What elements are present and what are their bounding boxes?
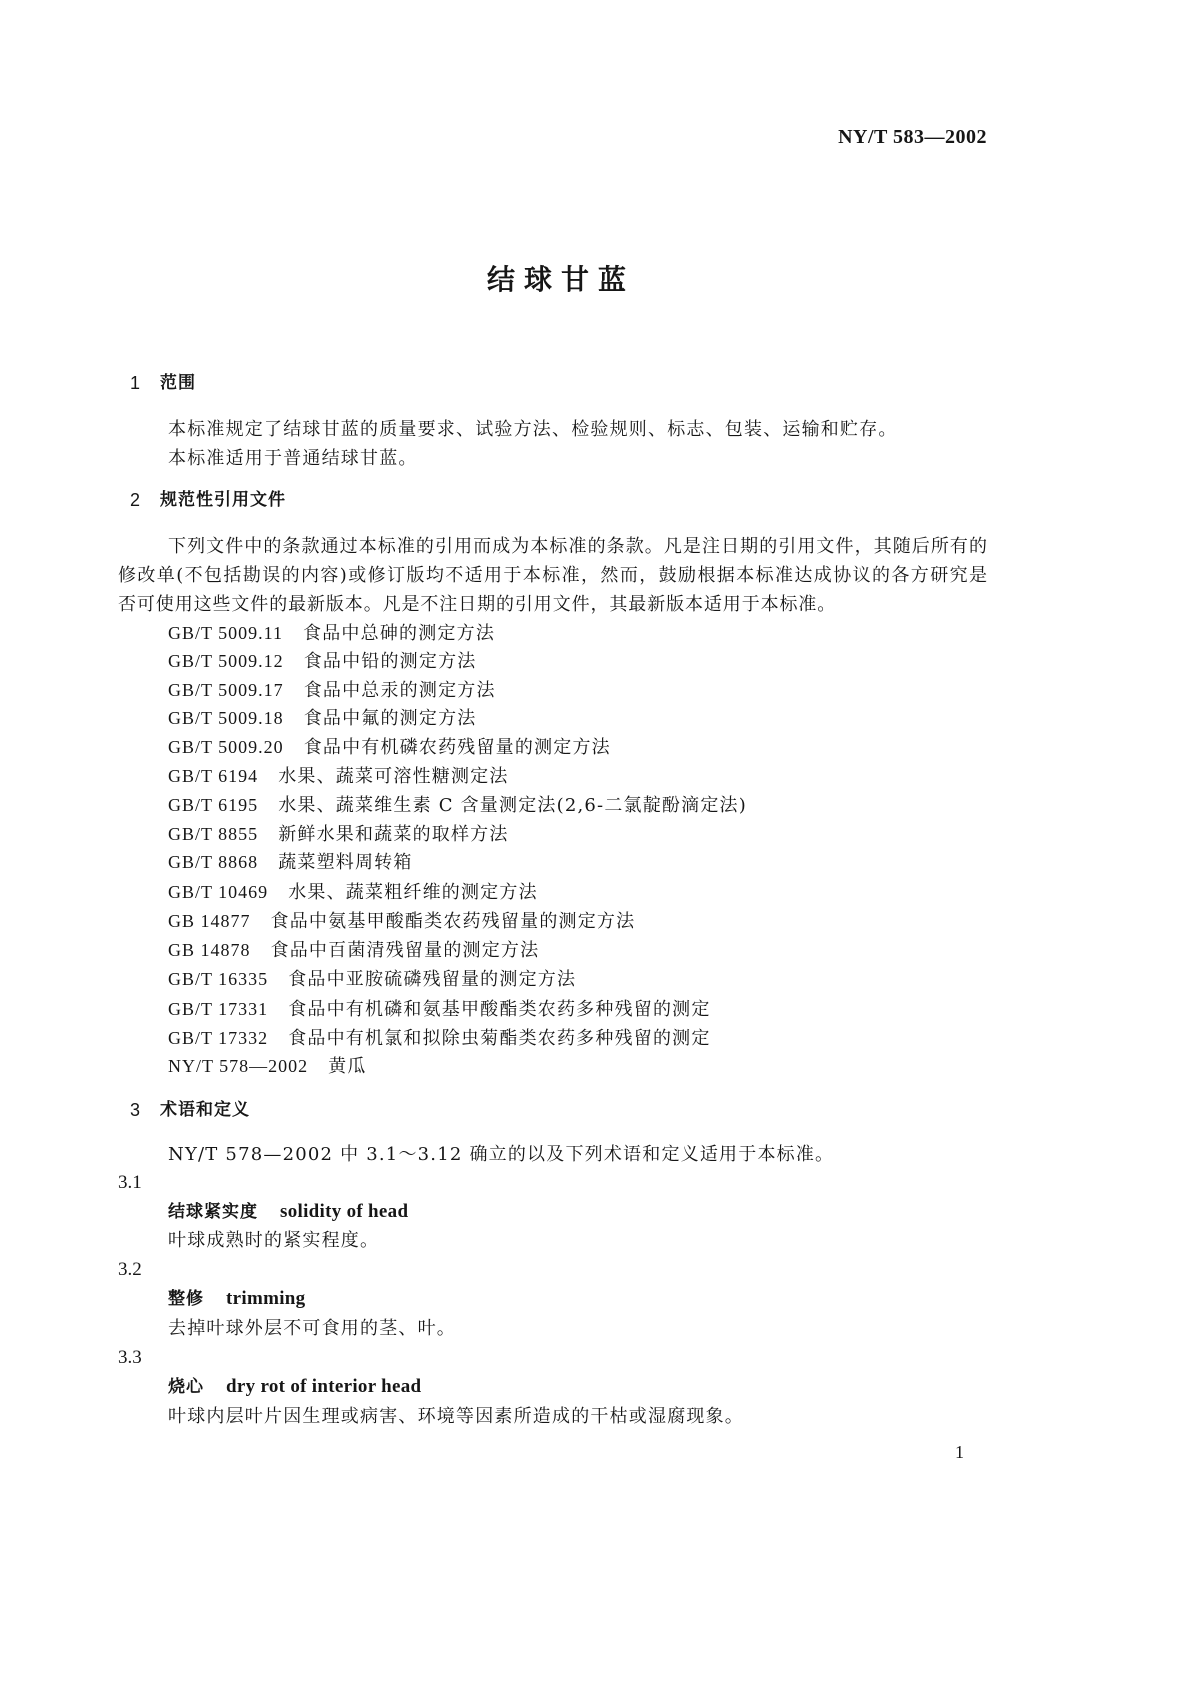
terms-intro: NY/T 578—2002 中 3.1～3.12 确立的以及下列术语和定义适用于本标准。 — [168, 1144, 835, 1165]
reference-title: 食品中百菌清残留量的测定方法 — [270, 940, 540, 961]
scope-paragraph: 本标准适用于普通结球甘蓝。 — [168, 448, 418, 469]
reference-code: GB/T 5009.12 — [168, 651, 284, 671]
term-heading — [168, 1198, 408, 1226]
scope-paragraph: 本标准规定了结球甘蓝的质量要求、试验方法、检验规则、标志、包装、运输和贮存。 — [168, 419, 898, 440]
reference-code: GB/T 5009.17 — [168, 680, 284, 700]
term-english: trimming — [226, 1288, 306, 1309]
references-intro-line: 下列文件中的条款通过本标准的引用而成为本标准的条款。凡是注日期的引用文件，其随后所有的 — [168, 536, 987, 557]
reference-title: 食品中氨基甲酸酯类农药残留量的测定方法 — [270, 911, 636, 932]
reference-item — [168, 762, 509, 790]
reference-code: GB/T 6194 — [168, 766, 259, 786]
references-intro-line: 修改单(不包括勘误的内容)或修订版均不适用于本标准，然而，鼓励根据本标准达成协议的各方研究是 — [118, 565, 987, 586]
section-3-heading: 术语和定义 — [160, 1100, 250, 1120]
reference-title: 食品中有机磷农药残留量的测定方法 — [303, 737, 611, 758]
reference-code: GB 14877 — [168, 911, 251, 931]
page-number: 1 — [955, 1442, 964, 1462]
reference-code: GB/T 17331 — [168, 999, 269, 1019]
reference-item — [168, 820, 509, 848]
reference-code: GB/T 8868 — [168, 852, 259, 872]
reference-title: 蔬菜塑料周转箱 — [278, 852, 413, 873]
section-2-heading: 规范性引用文件 — [160, 490, 286, 510]
reference-item — [168, 907, 635, 935]
section-3-number: 3 — [130, 1100, 141, 1120]
reference-item — [168, 619, 495, 647]
reference-code: GB/T 5009.20 — [168, 737, 284, 757]
term-heading — [168, 1373, 421, 1401]
term-english: solidity of head — [280, 1201, 409, 1222]
reference-code: GB/T 5009.11 — [168, 623, 284, 643]
reference-title: 食品中有机磷和氨基甲酸酯类农药多种残留的测定 — [288, 999, 711, 1020]
term-english: dry rot of interior head — [226, 1376, 422, 1397]
reference-item — [168, 848, 413, 876]
term-number: 3.2 — [118, 1259, 142, 1280]
term-number: 3.1 — [118, 1172, 142, 1193]
section-1-heading: 范围 — [160, 373, 196, 393]
reference-title: 水果、蔬菜维生素 C 含量测定法(2,6-二氯靛酚滴定法) — [278, 795, 747, 816]
term-definition: 去掉叶球外层不可食用的茎、叶。 — [168, 1318, 456, 1339]
reference-title: 食品中铅的测定方法 — [303, 651, 477, 672]
reference-code: GB 14878 — [168, 940, 251, 960]
reference-title: 水果、蔬菜可溶性糖测定法 — [278, 766, 509, 787]
reference-title: 食品中亚胺硫磷残留量的测定方法 — [288, 969, 577, 990]
reference-code: GB/T 5009.18 — [168, 708, 284, 728]
reference-title: 食品中总汞的测定方法 — [303, 680, 496, 701]
term-definition: 叶球内层叶片因生理或病害、环境等因素所造成的干枯或湿腐现象。 — [168, 1406, 744, 1427]
document-title: 结球甘蓝 — [487, 263, 636, 296]
reference-item — [168, 733, 611, 761]
term-chinese: 整修 — [168, 1289, 204, 1309]
references-intro-line: 否可使用这些文件的最新版本。凡是不注日期的引用文件，其最新版本适用于本标准。 — [118, 594, 837, 615]
term-definition: 叶球成熟时的紧实程度。 — [168, 1230, 380, 1251]
reference-title: 食品中总砷的测定方法 — [303, 623, 496, 644]
reference-code: GB/T 8855 — [168, 824, 259, 844]
term-chinese: 烧心 — [168, 1377, 204, 1397]
reference-code: GB/T 10469 — [168, 882, 269, 902]
reference-title: 黄瓜 — [328, 1056, 367, 1077]
reference-item — [168, 704, 477, 732]
reference-title: 食品中有机氯和拟除虫菊酯类农药多种残留的测定 — [288, 1028, 711, 1049]
term-chinese: 结球紧实度 — [168, 1202, 258, 1222]
reference-item — [168, 995, 711, 1023]
reference-title: 新鲜水果和蔬菜的取样方法 — [278, 824, 509, 845]
standard-code-header: NY/T 583—2002 — [838, 126, 987, 148]
reference-item — [168, 676, 496, 704]
section-1-number: 1 — [130, 373, 141, 393]
reference-item — [168, 1052, 367, 1080]
reference-code: GB/T 6195 — [168, 795, 259, 815]
reference-item — [168, 1024, 711, 1052]
reference-item — [168, 878, 538, 906]
term-heading — [168, 1285, 305, 1313]
reference-item — [168, 936, 539, 964]
reference-title: 食品中氟的测定方法 — [303, 708, 477, 729]
reference-item — [168, 965, 576, 993]
reference-code: NY/T 578—2002 — [168, 1056, 309, 1076]
reference-code: GB/T 16335 — [168, 969, 269, 989]
reference-item — [168, 647, 477, 675]
term-number: 3.3 — [118, 1347, 142, 1368]
reference-title: 水果、蔬菜粗纤维的测定方法 — [288, 882, 538, 903]
section-2-number: 2 — [130, 490, 141, 510]
reference-item — [168, 791, 747, 819]
reference-code: GB/T 17332 — [168, 1028, 269, 1048]
